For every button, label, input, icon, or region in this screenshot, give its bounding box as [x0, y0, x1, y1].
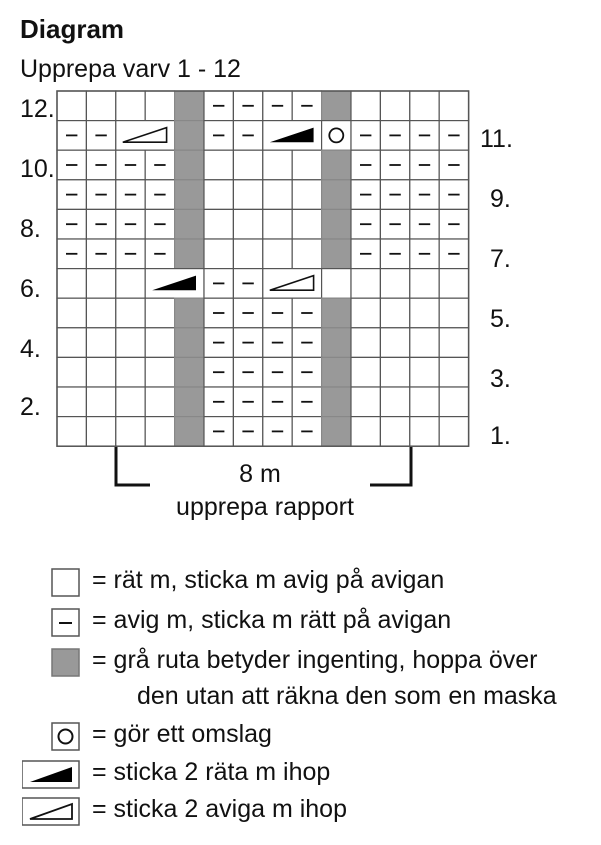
chart-cell [322, 239, 351, 269]
purl-stitch-icon [22, 608, 82, 638]
chart-cell [116, 357, 145, 387]
grey-square-icon [22, 648, 82, 678]
chart-cell [439, 298, 468, 328]
chart-cell [410, 269, 439, 299]
chart-cell [86, 298, 115, 328]
chart-cell [410, 328, 439, 358]
chart-cell [175, 239, 204, 269]
chart-cell [292, 180, 321, 210]
chart-cell [292, 209, 321, 239]
chart-cell [175, 417, 204, 447]
chart-cell [57, 298, 86, 328]
chart-cell [57, 91, 86, 121]
chart-cell [86, 357, 115, 387]
chart-cell [263, 180, 292, 210]
chart-cell [292, 150, 321, 180]
legend-yo [22, 720, 592, 754]
chart-cell [380, 357, 409, 387]
legend-grey-text: = grå ruta betyder ingenting, hoppa över [92, 646, 538, 674]
chart-cell [322, 298, 351, 328]
chart-cell [86, 417, 115, 447]
chart-cell [145, 387, 174, 417]
repeat-bracket-left [116, 447, 150, 485]
chart-cell [175, 180, 204, 210]
row-label-12: 12. [20, 95, 55, 123]
chart-cell [322, 121, 351, 151]
chart-cell [175, 357, 204, 387]
row-label-9: 9. [490, 185, 511, 213]
chart-cell [410, 387, 439, 417]
chart-cell [116, 417, 145, 447]
chart-cell [322, 387, 351, 417]
chart-cell [175, 121, 204, 151]
chart-cell [263, 239, 292, 269]
chart-cell [322, 328, 351, 358]
k2tog-triangle-icon [22, 760, 82, 790]
row-label-1: 1. [490, 422, 511, 450]
row-label-3: 3. [490, 365, 511, 393]
row-label-4: 4. [20, 335, 41, 363]
chart-cell [439, 387, 468, 417]
chart-cell [57, 328, 86, 358]
chart-cell [351, 417, 380, 447]
repeat-label: upprepa rapport [176, 493, 354, 521]
chart-cell [233, 239, 262, 269]
chart-cell [322, 150, 351, 180]
chart-cell [322, 417, 351, 447]
chart-cell [175, 298, 204, 328]
chart-cell [410, 417, 439, 447]
legend-k2tog [22, 758, 592, 792]
chart-cell [380, 298, 409, 328]
legend-yo-text: = gör ett omslag [92, 720, 272, 748]
legend-knit-text: = rät m, sticka m avig på avigan [92, 566, 445, 594]
chart-cell [145, 91, 174, 121]
row-label-10: 10. [20, 155, 55, 183]
legend-knit [22, 566, 592, 600]
chart-cell [233, 180, 262, 210]
chart-cell [145, 298, 174, 328]
chart-cell [380, 417, 409, 447]
chart-cell [204, 209, 233, 239]
knit-stitch-icon [22, 568, 82, 598]
chart-cell [145, 357, 174, 387]
chart-cell [322, 209, 351, 239]
chart-cell [263, 209, 292, 239]
chart-cell [175, 91, 204, 121]
chart-cell [322, 91, 351, 121]
row-label-5: 5. [490, 305, 511, 333]
chart-cell [175, 387, 204, 417]
chart-cell [439, 91, 468, 121]
legend-purl [22, 606, 592, 640]
row-label-6: 6. [20, 275, 41, 303]
legend-purl-text: = avig m, sticka m rätt på avigan [92, 606, 452, 634]
chart-cell [57, 269, 86, 299]
chart-cell [351, 269, 380, 299]
chart-cell [175, 150, 204, 180]
chart-cell [439, 357, 468, 387]
chart-cell [86, 387, 115, 417]
chart-cell [86, 269, 115, 299]
row-label-8: 8. [20, 215, 41, 243]
chart-cell [116, 387, 145, 417]
chart-cell [145, 417, 174, 447]
chart-cell [145, 328, 174, 358]
chart-cell [204, 150, 233, 180]
chart-cell [263, 150, 292, 180]
chart-cell [175, 209, 204, 239]
repeat-bracket-right [370, 447, 411, 485]
diagram-subtitle: Upprepa varv 1 - 12 [20, 55, 241, 83]
repeat-stitch-count: 8 m [239, 460, 281, 488]
row-label-11: 11. [480, 125, 513, 153]
chart-cell [233, 209, 262, 239]
chart-cell [292, 239, 321, 269]
chart-cell [351, 91, 380, 121]
legend-k2tog-text: = sticka 2 räta m ihop [92, 758, 331, 786]
legend-grey [22, 646, 592, 716]
chart-cell [204, 239, 233, 269]
chart-cell [380, 269, 409, 299]
chart-cell [204, 180, 233, 210]
chart-cell [439, 417, 468, 447]
chart-cell [322, 180, 351, 210]
chart-cell [380, 328, 409, 358]
row-label-2: 2. [20, 393, 41, 421]
chart-cell [322, 269, 351, 299]
chart-cell [233, 150, 262, 180]
chart-cell [57, 357, 86, 387]
chart-cell [116, 91, 145, 121]
row-label-7: 7. [490, 245, 511, 273]
chart-cell [410, 298, 439, 328]
chart-cell [380, 91, 409, 121]
chart-cell [175, 328, 204, 358]
chart-cell [351, 298, 380, 328]
chart-cell [351, 328, 380, 358]
chart-cell [116, 269, 145, 299]
chart-cell [116, 328, 145, 358]
chart-cell [439, 269, 468, 299]
legend-p2tog [22, 795, 592, 829]
chart-cell [410, 91, 439, 121]
yarn-over-circle-icon [22, 722, 82, 752]
chart-cell [439, 328, 468, 358]
chart-cell [410, 357, 439, 387]
chart-cell [116, 298, 145, 328]
chart-cell [86, 328, 115, 358]
chart-cell [86, 91, 115, 121]
legend-p2tog-text: = sticka 2 aviga m ihop [92, 795, 347, 823]
legend-grey-text-cont: den utan att räkna den som en maska [137, 682, 557, 710]
diagram-title: Diagram [20, 14, 125, 44]
chart-cell [351, 387, 380, 417]
chart-cell [57, 417, 86, 447]
p2tog-triangle-icon [22, 797, 82, 827]
chart-cell [351, 357, 380, 387]
chart-cell [380, 387, 409, 417]
chart-cell [322, 357, 351, 387]
chart-cell [57, 387, 86, 417]
